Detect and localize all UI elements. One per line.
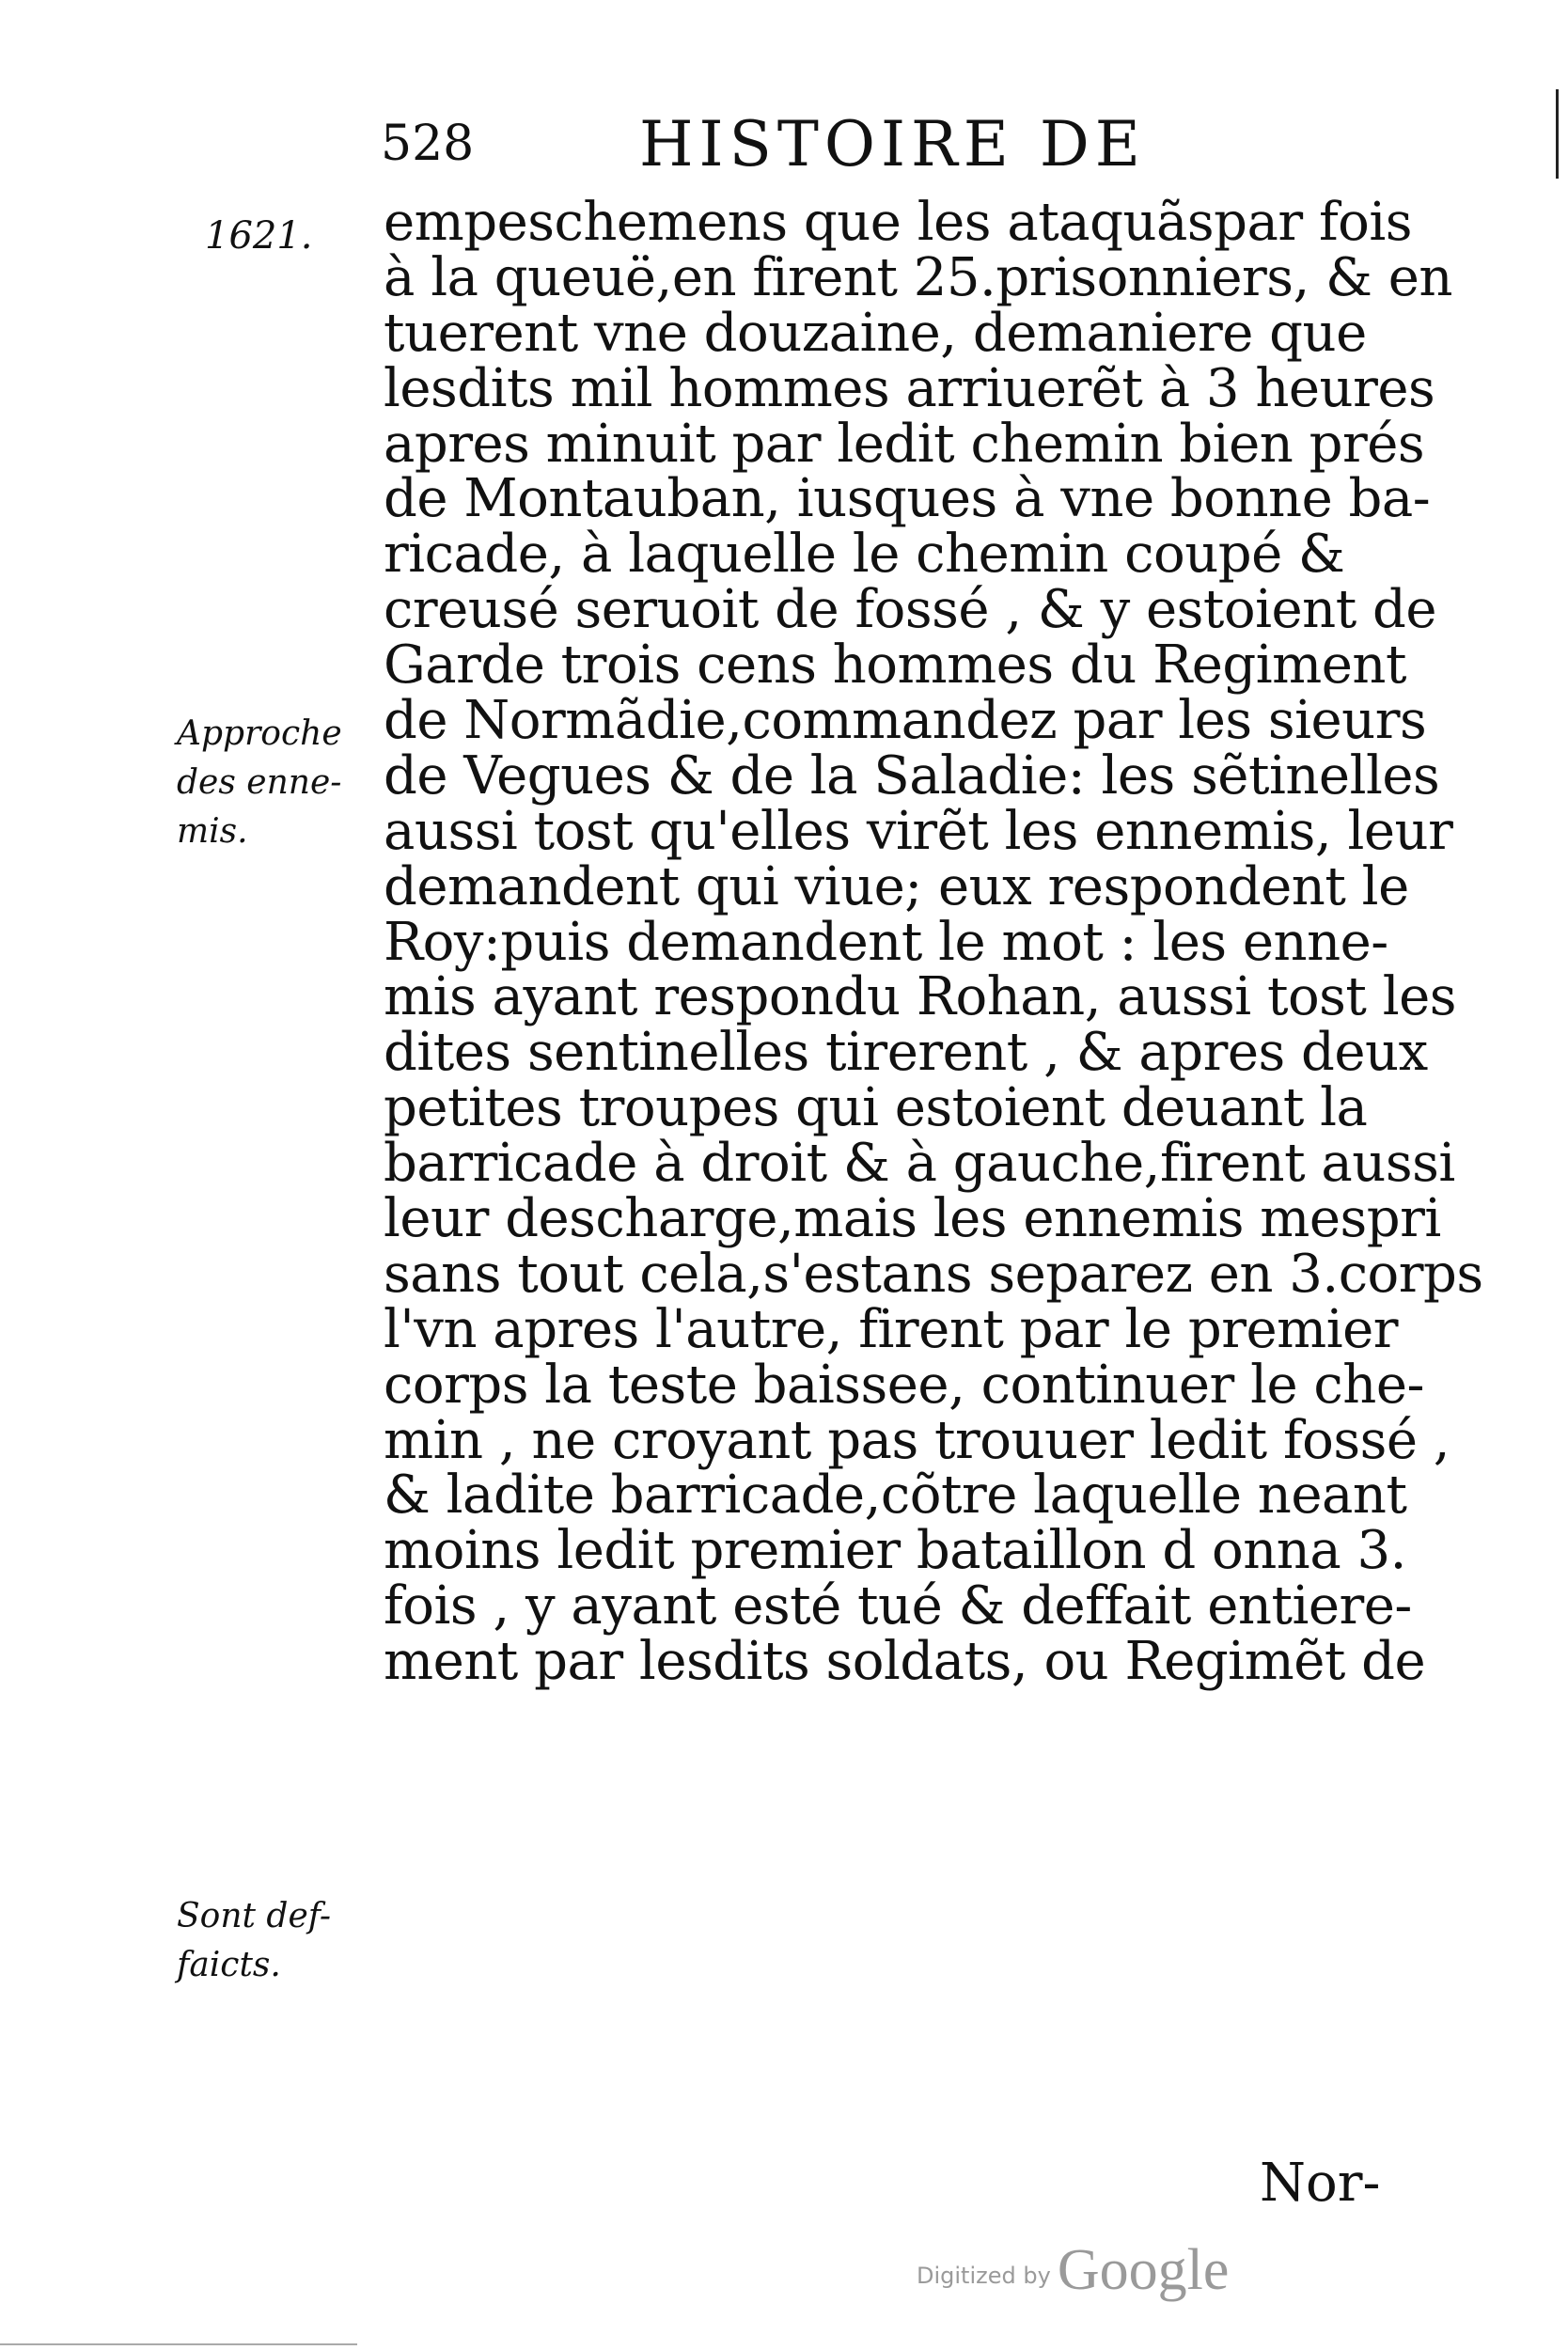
text-line: ment par lesdits soldats, ou Regimẽt de (384, 1631, 1426, 1693)
page-number: 528 (381, 116, 475, 172)
text-line: Garde trois cens hommes du Regiment (384, 634, 1406, 697)
scan-bottom-line (0, 2343, 357, 2345)
page-header (381, 108, 1415, 193)
text-line: à la queuë,en firent 25.prisonniers, & en (384, 246, 1452, 308)
text-line: moins ledit premier bataillon d onna 3. (384, 1520, 1406, 1582)
text-line: barricade à droit & à gauche,firent aussi (384, 1133, 1455, 1195)
text-line: de Vegues & de la Saladie: les sẽtinelles (384, 744, 1440, 807)
text-line: lesdits mil hommes arriuerẽt à 3 heures (384, 357, 1435, 419)
text-line: corps la teste baissee, continuer le che- (384, 1354, 1424, 1416)
text-line: l'vn apres l'autre, firent par le premier (384, 1298, 1399, 1360)
text-line: leur descharge,mais les ennemis mespri (384, 1188, 1441, 1250)
text-line: mis ayant respondu Rohan, aussi tost les (384, 966, 1457, 1028)
text-line: creusé seruoit de fossé , & y estoient de (384, 579, 1437, 641)
text-line: tuerent vne douzaine, demaniere que (384, 302, 1367, 364)
text-line: aussi tost qu'elles virẽt les ennemis, leur (384, 800, 1453, 862)
text-line: empeschemens que les ataquãspar fois (384, 192, 1413, 253)
margin-note-defaicts: Sont def-faicts. (177, 1897, 331, 1984)
text-line: Roy:puis demandent le mot : les enne- (384, 911, 1388, 973)
scan-edge-mark (1556, 89, 1559, 179)
text-line: fois , y ayant esté tué & deffait entiere- (384, 1575, 1412, 1637)
margin-note-approche: Approche des enne-mis. (177, 714, 342, 851)
body-text (384, 192, 1483, 1693)
text-line: sans tout cela,s'estans separez en 3.corps (384, 1243, 1483, 1305)
catchword: Nor- (1260, 2153, 1381, 2214)
text-line: ricade, à laquelle le chemin coupé & (384, 524, 1345, 586)
text-line: de Normãdie,commandez par les sieurs (384, 690, 1427, 752)
running-head: HISTOIRE DE (639, 108, 1146, 180)
digitized-watermark (917, 2237, 1229, 2304)
google-logo: Google (1057, 2238, 1230, 2302)
text-line: de Montauban, iusques à vne bonne ba- (384, 468, 1431, 530)
text-line: petites troupes qui estoient deuant la (384, 1077, 1368, 1139)
text-line: demandent qui viue; eux respondent le (384, 855, 1409, 917)
margin-year: 1621. (205, 214, 313, 258)
text-line: min , ne croyant pas trouuer ledit fossé , (384, 1409, 1450, 1471)
text-line: dites sentinelles tirerent , & apres deux (384, 1022, 1428, 1084)
text-line: & ladite barricade,cõtre laquelle neant (384, 1465, 1407, 1527)
text-line: apres minuit par ledit chemin bien prés (384, 413, 1425, 475)
watermark-prefix: Digitized by (917, 2263, 1051, 2289)
